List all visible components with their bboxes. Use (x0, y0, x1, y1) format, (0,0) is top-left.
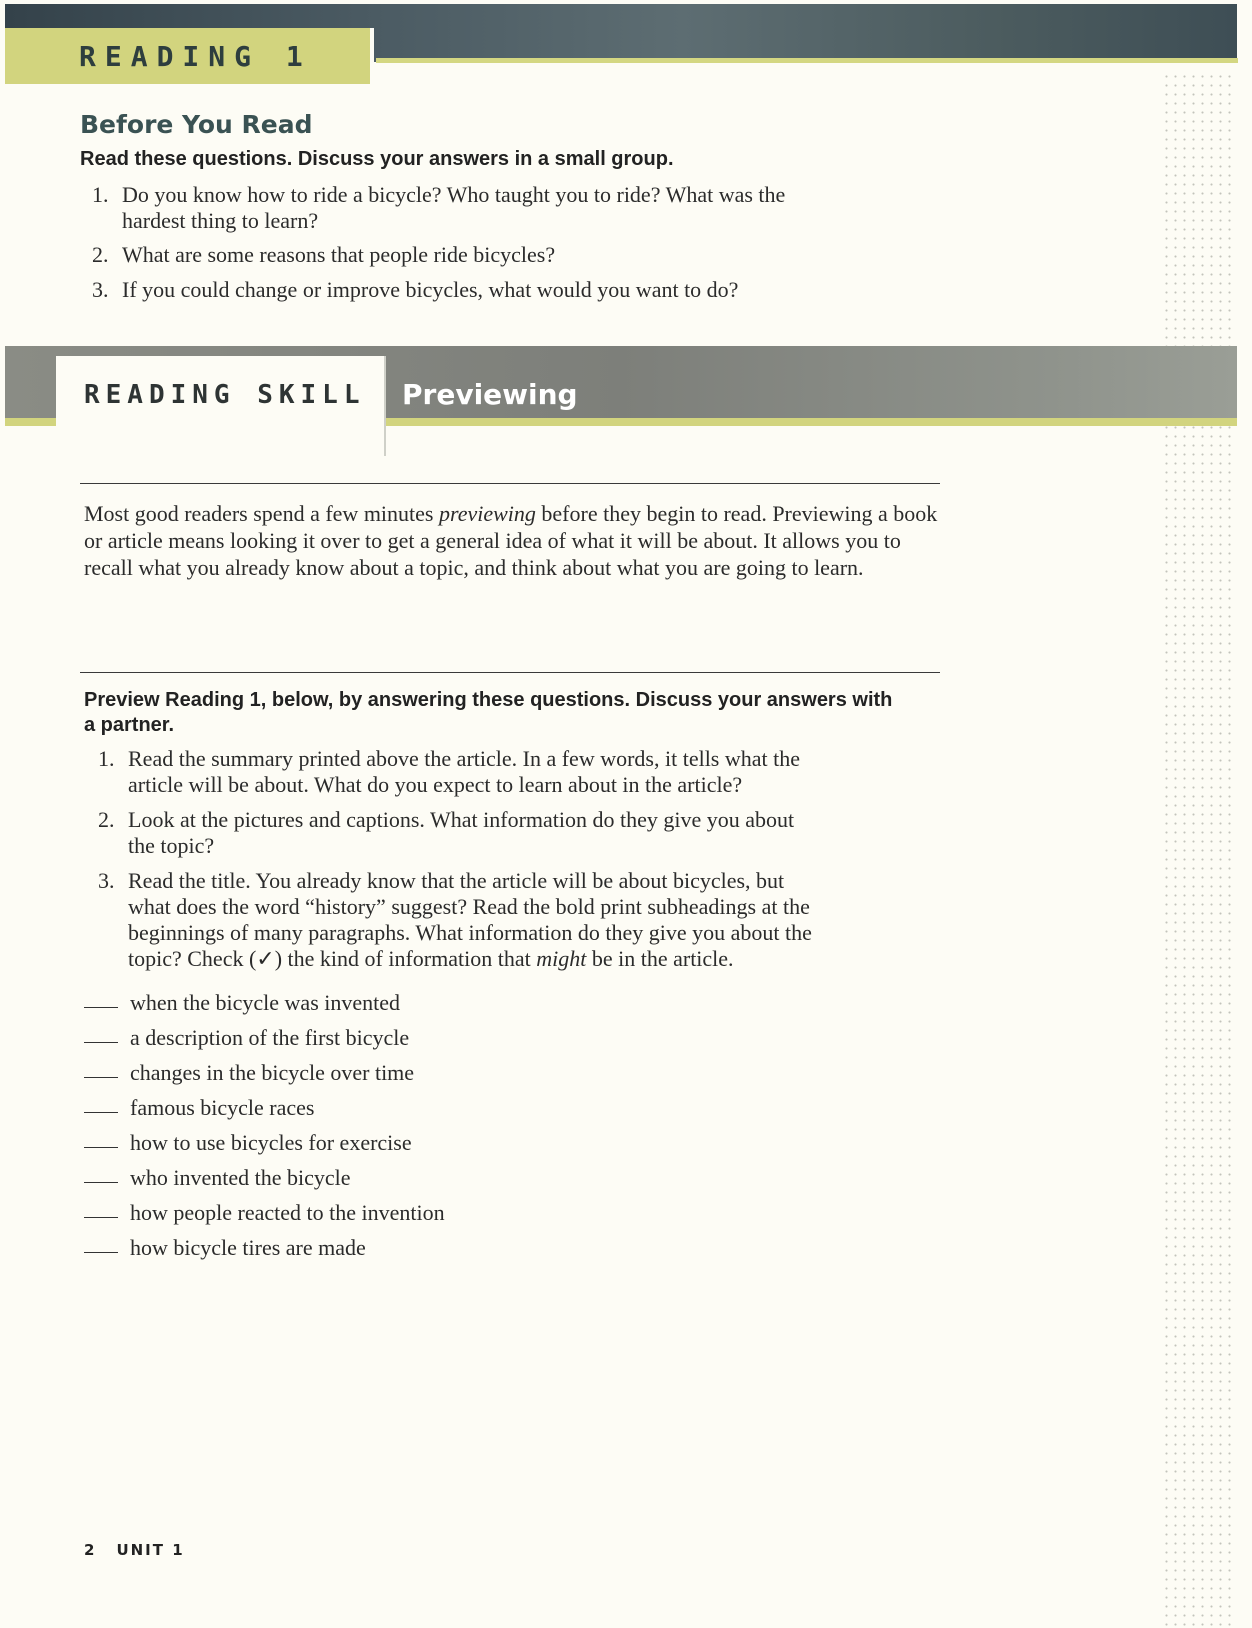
check-blank[interactable] (84, 1182, 118, 1183)
question-number: 3. (92, 277, 109, 302)
divider (80, 483, 940, 484)
question-line (128, 946, 734, 971)
question-text (122, 182, 785, 234)
question-number: 2. (98, 807, 115, 832)
question-text: What are some reasons that people ride bicycles? (122, 242, 556, 267)
paragraph-emphasis: previewing (438, 501, 536, 526)
checklist-item[interactable] (84, 1095, 445, 1130)
checklist-item[interactable] (84, 1165, 445, 1200)
list-item (92, 242, 785, 268)
question-text: If you could change or improve bicycles, what would you want to do? (122, 277, 739, 302)
question-line: Read the title. You already know that the article will be about bicycles, but (128, 868, 785, 893)
list-item (98, 807, 812, 859)
list-item (98, 868, 812, 972)
paragraph-text: Most good readers spend a few minutes (84, 501, 439, 526)
checklist-item-label: changes in the bicycle over time (130, 1060, 415, 1085)
checklist-item[interactable] (84, 1060, 445, 1095)
checklist-item-label: famous bicycle races (130, 1095, 315, 1120)
page-footer (84, 1541, 185, 1559)
question-text (128, 807, 794, 859)
checklist-item-label: how to use bicycles for exercise (130, 1130, 412, 1155)
question-line-emphasis: might (536, 946, 587, 971)
preview-questions (98, 746, 812, 972)
check-blank[interactable] (84, 1007, 118, 1008)
checklist-item[interactable] (84, 1200, 445, 1235)
preview-instruction (84, 688, 892, 738)
question-text (128, 868, 812, 972)
before-you-read-heading: Before You Read (80, 110, 313, 139)
check-blank[interactable] (84, 1217, 118, 1218)
question-number: 1. (98, 746, 115, 771)
divider (80, 672, 940, 673)
question-number: 1. (92, 182, 109, 207)
question-text (128, 746, 800, 798)
list-item (92, 277, 785, 303)
question-number: 3. (98, 868, 115, 893)
reading-skill-tab (56, 356, 386, 456)
list-item (98, 746, 812, 798)
checklist-item-label: how people reacted to the invention (130, 1200, 445, 1225)
section-label: READING 1 (79, 39, 312, 73)
check-blank[interactable] (84, 1252, 118, 1253)
question-line: Look at the pictures and captions. What information do they give you about (128, 807, 795, 832)
check-blank[interactable] (84, 1077, 118, 1078)
check-blank[interactable] (84, 1147, 118, 1148)
preview-checklist (84, 990, 445, 1270)
question-number: 2. (92, 242, 109, 267)
unit-label: UNIT 1 (116, 1541, 185, 1559)
paragraph-text: before they begin to read. Previewing a book or article means looking it over to get a general idea of what it will be about. It allows you to recall what you already know about a topic, and think about what you are going to learn. (84, 501, 938, 580)
check-blank[interactable] (84, 1112, 118, 1113)
question-line-text: be in the article. (586, 946, 734, 971)
question-line: Do you know how to ride a bicycle? Who taught you to ride? What was the (122, 182, 786, 207)
reading-skill-title: Previewing (402, 378, 578, 411)
checklist-item[interactable] (84, 990, 445, 1025)
check-blank[interactable] (84, 1042, 118, 1043)
question-line: Read the summary printed above the article. In a few words, it tells what the (128, 746, 801, 771)
checklist-item-label: when the bicycle was invented (130, 990, 401, 1015)
instruction-line: a partner. (84, 714, 175, 736)
dotted-margin-pattern (1162, 72, 1236, 1628)
question-line: article will be about. What do you expect to learn about in the article? (128, 772, 743, 797)
question-line: hardest thing to learn? (122, 208, 319, 233)
checklist-item[interactable] (84, 1025, 445, 1060)
checklist-item-label: how bicycle tires are made (130, 1235, 366, 1260)
checklist-item[interactable] (84, 1235, 445, 1270)
instruction-line: Preview Reading 1, below, by answering these questions. Discuss your answers with (84, 689, 893, 711)
before-you-read-questions (92, 182, 785, 303)
checklist-item-label: who invented the bicycle (130, 1165, 351, 1190)
header-accent-line (376, 58, 1238, 63)
reading-skill-paragraph (84, 500, 944, 581)
before-you-read-instruction: Read these questions. Discuss your answers in a small group. (80, 148, 674, 170)
checklist-item[interactable] (84, 1130, 445, 1165)
question-line-text: topic? Check (✓) the kind of information that (128, 946, 537, 971)
reading-skill-label: READING SKILL (84, 380, 366, 410)
page-number: 2 (84, 1541, 97, 1559)
question-line: the topic? (128, 833, 215, 858)
question-line: what does the word “history” suggest? Read the bold print subheadings at the (128, 894, 810, 919)
question-line: beginnings of many paragraphs. What information do they give you about the (128, 920, 812, 945)
section-tab (5, 28, 374, 84)
list-item (92, 182, 785, 234)
checklist-item-label: a description of the first bicycle (130, 1025, 410, 1050)
